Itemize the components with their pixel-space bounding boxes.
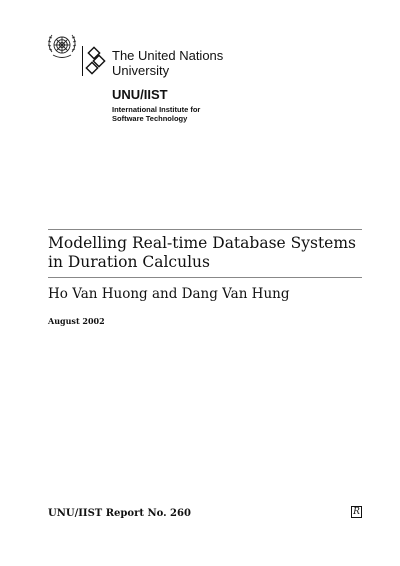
publication-date: August 2002 bbox=[48, 316, 105, 326]
institute-name-line1: International Institute for bbox=[112, 105, 201, 114]
un-emblem-icon bbox=[46, 30, 78, 62]
title-rule-top bbox=[48, 229, 362, 230]
r-mark-icon: R bbox=[351, 506, 362, 518]
institute-full-name bbox=[112, 105, 292, 123]
organization-name-line1: The United Nations bbox=[112, 48, 224, 63]
institute-name-line2: Software Technology bbox=[112, 114, 188, 123]
paper-title-line1: Modelling Real-time Database Systems bbox=[48, 234, 357, 252]
paper-authors: Ho Van Huong and Dang Van Hung bbox=[48, 286, 290, 302]
report-number: UNU/IIST Report No. 260 bbox=[48, 508, 191, 519]
title-rule-bottom bbox=[48, 277, 362, 278]
organization-name bbox=[112, 48, 312, 78]
paper-title-line2: in Duration Calculus bbox=[48, 253, 210, 271]
organization-name-line2: University bbox=[112, 63, 170, 78]
paper-title bbox=[48, 234, 368, 272]
institute-abbreviation: UNU/IIST bbox=[112, 87, 168, 102]
unu-logo-icon bbox=[80, 46, 110, 78]
